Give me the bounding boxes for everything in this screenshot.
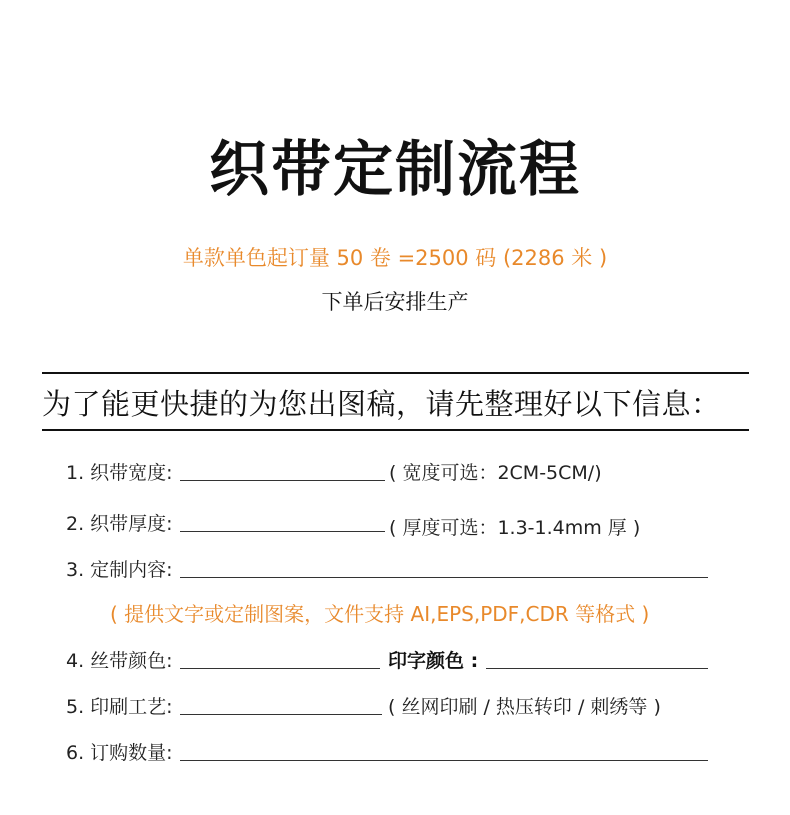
process-row	[66, 692, 766, 720]
content-hint: ( 提供文字或定制图案，文件支持 AI,EPS,PDF,CDR 等格式 )	[110, 602, 650, 626]
width-row	[66, 458, 766, 486]
ribbon-color-field[interactable]	[180, 646, 380, 669]
content-row	[66, 555, 766, 583]
thickness-field[interactable]	[180, 509, 385, 532]
print-color-field[interactable]	[486, 646, 708, 669]
thickness-label: 2. 织带厚度:	[66, 513, 173, 535]
process-hint: ( 丝网印刷 / 热压转印 / 刺绣等 )	[388, 696, 661, 718]
process-field[interactable]	[180, 692, 382, 715]
width-hint: ( 宽度可选：2CM-5CM/)	[389, 462, 602, 484]
min-order-note: 单款单色起订量 50 卷 =2500 码 (2286 米 )	[182, 246, 608, 270]
print-color-label: 印字颜色 :	[388, 650, 479, 672]
width-field[interactable]	[180, 458, 385, 481]
quantity-row	[66, 738, 766, 766]
ribbon-color-label: 4. 丝带颜色:	[66, 650, 173, 672]
divider-bottom	[42, 429, 749, 431]
thickness-hint: ( 厚度可选：1.3-1.4mm 厚 )	[389, 517, 641, 539]
width-label: 1. 织带宽度:	[66, 462, 173, 484]
quantity-label: 6. 订购数量:	[66, 742, 173, 764]
production-note: 下单后安排生产	[321, 290, 469, 314]
content-field[interactable]	[180, 555, 708, 578]
thickness-row	[66, 509, 766, 537]
quantity-field[interactable]	[180, 738, 708, 761]
color-row	[66, 646, 766, 674]
content-label: 3. 定制内容:	[66, 559, 173, 581]
page-title: 织带定制流程	[209, 135, 581, 205]
divider-top	[42, 372, 749, 374]
intro-text: 为了能更快捷的为您出图稿，请先整理好以下信息：	[42, 387, 721, 421]
process-label: 5. 印刷工艺:	[66, 696, 173, 718]
